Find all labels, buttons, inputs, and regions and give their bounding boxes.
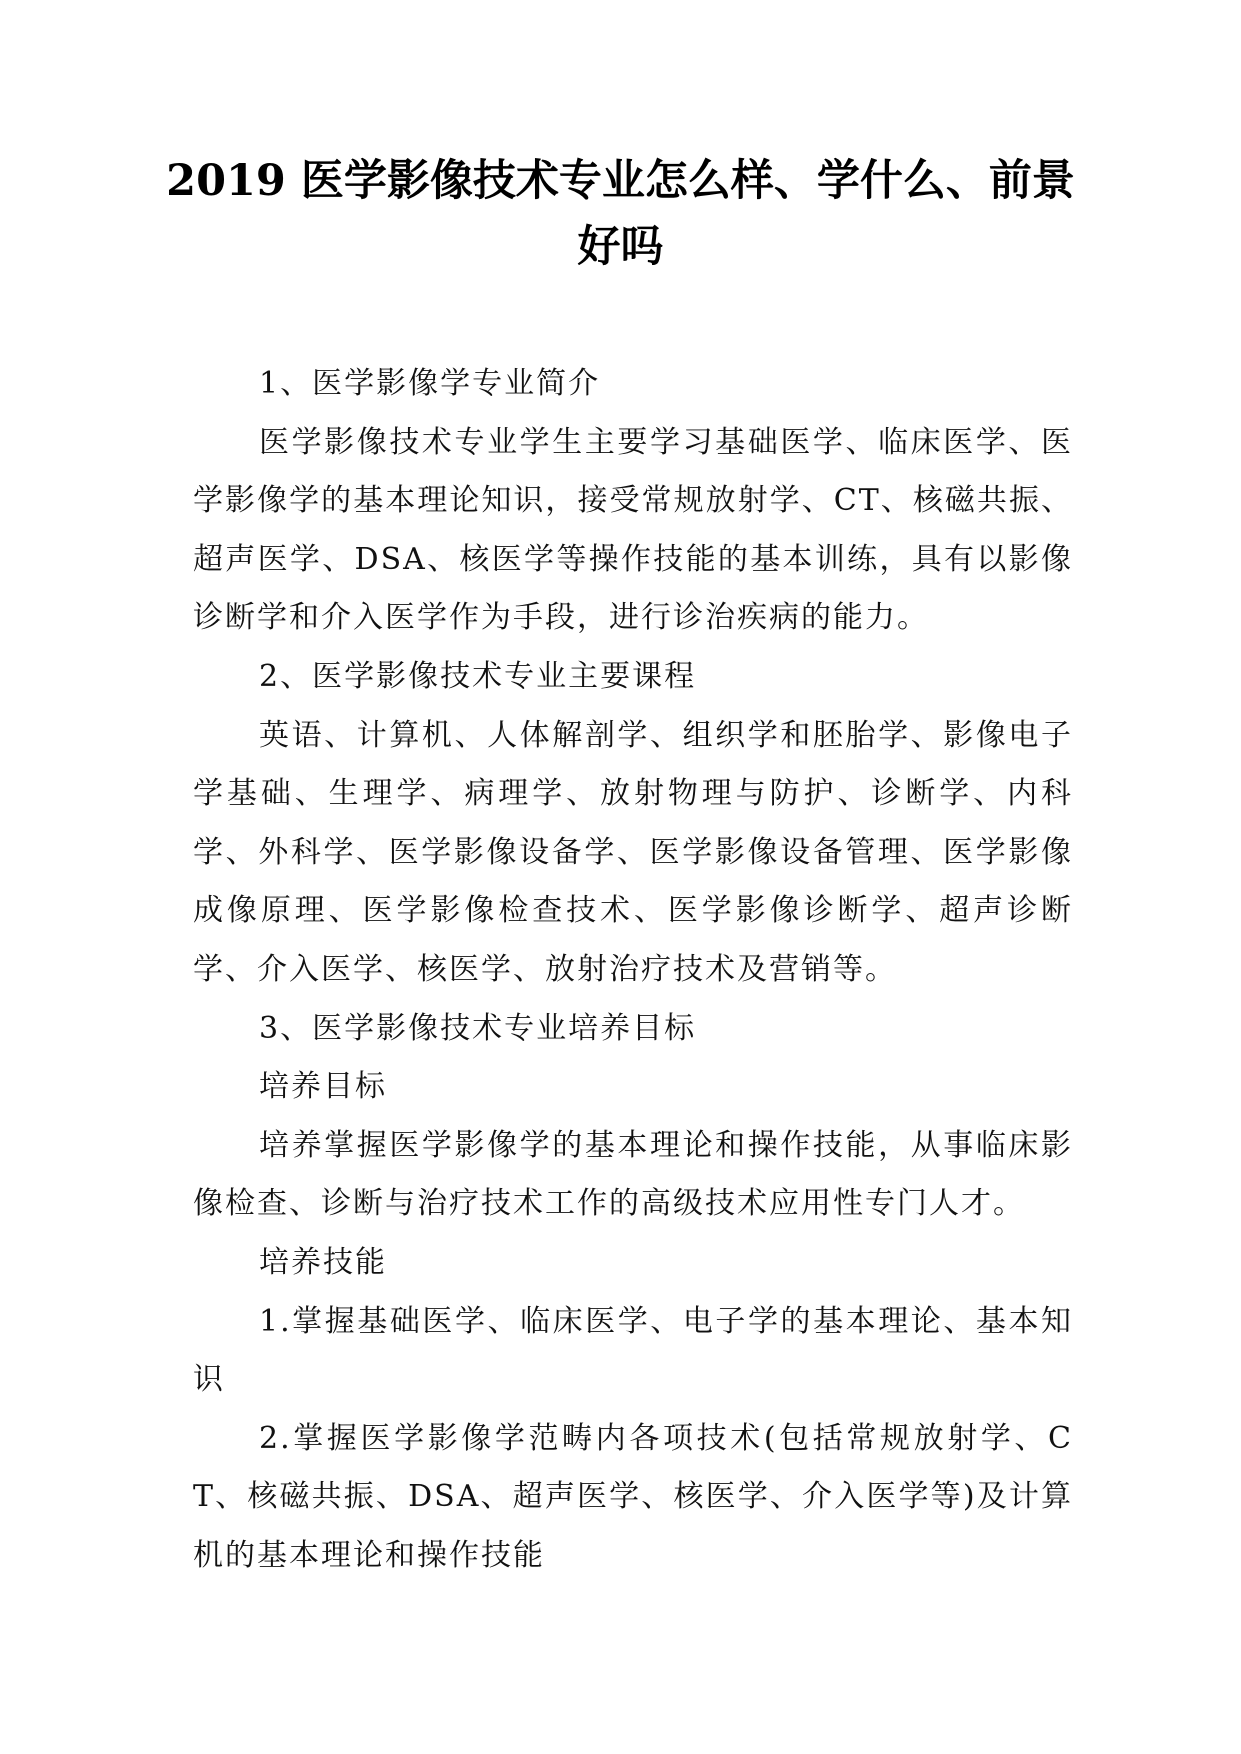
document-body [193, 355, 1073, 1585]
paragraph-courses: 英语、计算机、人体解剖学、组织学和胚胎学、影像电子学基础、生理学、病理学、放射物理与防护、诊断学、内科学、外科学、医学影像设备学、医学影像设备管理、医学影像成像原理、医学影像检查技术、医学影像诊断学、超声诊断学、介入医学、核医学、放射治疗技术及营销等。 [193, 717, 1073, 987]
section-heading-intro: 1、医学影像学专业简介 [259, 366, 601, 401]
paragraph-intro: 医学影像技术专业学生主要学习基础医学、临床医学、医学影像学的基本理论知识，接受常规放射学、CT、核磁共振、超声医学、DSA、核医学等操作技能的基本训练，具有以影像诊断学和介入医学作为手段，进行诊治疾病的能力。 [193, 424, 1073, 636]
skill-item-2: 2.掌握医学影像学范畴内各项技术(包括常规放射学、CT、核磁共振、DSA、超声医学、核医学、介入医学等)及计算机的基本理论和操作技能 [193, 1420, 1073, 1573]
section-heading-goals: 3、医学影像技术专业培养目标 [259, 1010, 697, 1046]
paragraph-goals: 培养掌握医学影像学的基本理论和操作技能，从事临床影像检查、诊断与治疗技术工作的高级技术应用性专门人才。 [193, 1127, 1073, 1222]
skill-item-1: 1.掌握基础医学、临床医学、电子学的基本理论、基本知识 [193, 1303, 1073, 1398]
section-heading-courses: 2、医学影像技术专业主要课程 [259, 658, 697, 694]
subheading-skills: 培养技能 [259, 1244, 387, 1280]
document-title: 2019 医学影像技术专业怎么样、学什么、前景好吗 [166, 156, 1075, 272]
subheading-goals: 培养目标 [259, 1069, 387, 1105]
